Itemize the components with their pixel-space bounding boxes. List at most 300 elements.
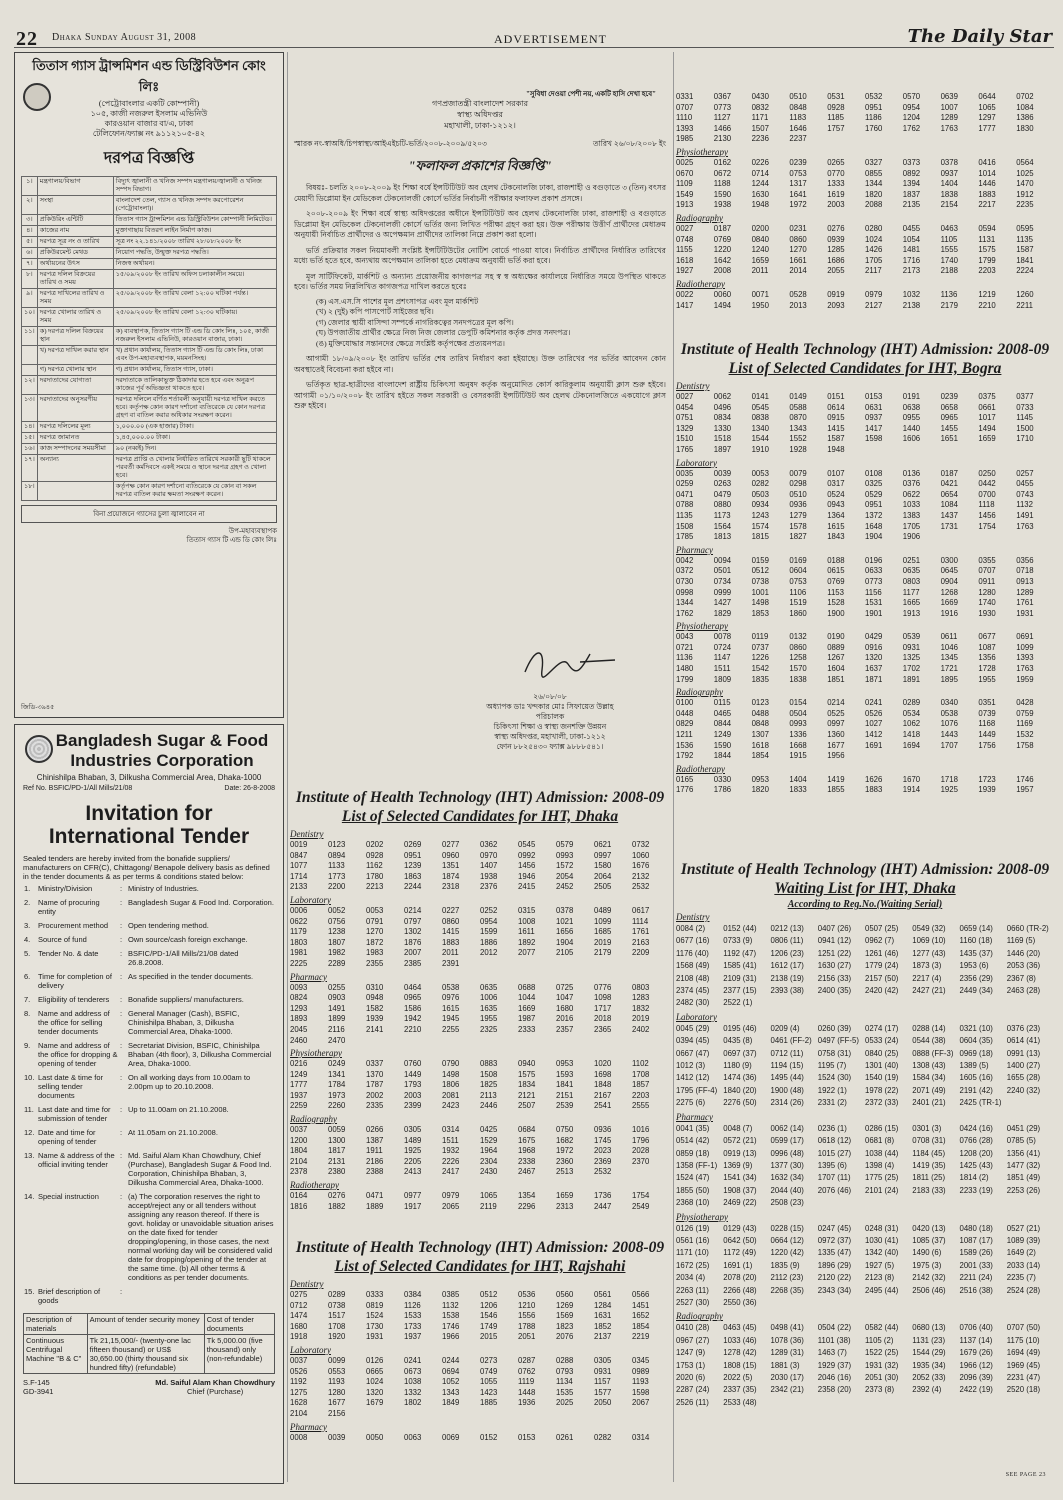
candidate-number: 1047 bbox=[556, 993, 574, 1003]
candidate-number: 2142 (32) bbox=[912, 1273, 946, 1283]
candidate-number: 0420 (13) bbox=[912, 1223, 946, 1233]
number-grid bbox=[290, 983, 670, 1047]
candidate-number: 1529 bbox=[480, 1135, 498, 1145]
term-number: 8. bbox=[24, 1009, 31, 1018]
candidate-number: 0883 bbox=[480, 1059, 498, 1069]
candidate-number: 1418 bbox=[902, 730, 921, 740]
candidate-number: 0965 bbox=[404, 993, 422, 1003]
candidate-number: 0200 bbox=[751, 223, 769, 233]
candidate-number: 0331 bbox=[676, 92, 694, 101]
candidate-number: 1195 (7) bbox=[817, 1061, 847, 1071]
candidate-number: 0788 bbox=[676, 500, 694, 510]
candidate-number: 1343 bbox=[789, 423, 807, 433]
candidate-number: 0375 bbox=[978, 392, 996, 401]
candidate-number: 0549 (32) bbox=[912, 924, 946, 933]
candidate-number: 1569 bbox=[556, 1311, 574, 1321]
candidate-number: 0378 bbox=[556, 905, 574, 915]
row-number: ১২। bbox=[22, 376, 38, 395]
candidate-number: 1953 (6) bbox=[959, 961, 989, 971]
candidate-number: 1710 bbox=[1016, 434, 1034, 444]
candidate-number: 1788 bbox=[518, 1321, 536, 1331]
candidate-number: 1895 bbox=[940, 674, 958, 684]
candidate-number: 2138 bbox=[902, 300, 921, 310]
candidate-number: 0071 bbox=[751, 289, 769, 299]
candidate-number: 0888 (FF-3) bbox=[912, 1048, 954, 1058]
candidate-number: 1589 (26) bbox=[959, 1248, 993, 1258]
candidate-number: 1586 bbox=[404, 1003, 422, 1013]
candidate-number: 1901 bbox=[864, 608, 883, 618]
candidate-number: 0979 bbox=[864, 289, 883, 299]
candidate-number: 0538 bbox=[940, 708, 958, 718]
candidate-number: 1605 (16) bbox=[959, 1073, 993, 1083]
candidate-number: 1297 bbox=[978, 113, 996, 123]
candidate-number: 1293 bbox=[290, 1003, 308, 1013]
candidate-number: 0479 bbox=[713, 489, 732, 499]
candidate-number: 0672 bbox=[713, 168, 732, 178]
row-key: সংস্থা bbox=[37, 196, 113, 215]
row-number: ১১। bbox=[22, 327, 38, 346]
candidate-number: 1833 bbox=[789, 785, 807, 795]
candidate-number: 1736 bbox=[594, 1191, 612, 1201]
row-number: ২। bbox=[22, 196, 38, 215]
candidate-number: 0241 bbox=[404, 1355, 422, 1365]
candidate-number: 0373 bbox=[902, 157, 921, 167]
candidate-number: 1792 bbox=[676, 751, 694, 761]
dghs-motto: "সুবিধা দেওয়া পেশী নয়, একটি হাসি দেখা হবে" bbox=[525, 90, 656, 98]
titas-tender-notice bbox=[14, 52, 284, 718]
candidate-number: 0913 bbox=[1016, 576, 1034, 586]
candidate-number: 0694 bbox=[442, 1366, 460, 1376]
candidate-number: 0115 bbox=[713, 698, 731, 708]
candidate-number: 1364 bbox=[827, 510, 845, 520]
candidate-number: 1278 (42) bbox=[723, 1348, 757, 1358]
candidate-number: 1046 bbox=[940, 642, 958, 652]
term-row bbox=[23, 1008, 275, 1040]
candidate-number: 1538 bbox=[442, 1311, 460, 1321]
candidate-number: 0707 bbox=[978, 566, 996, 576]
group-heading: Physiotherapy bbox=[676, 1211, 728, 1222]
candidate-number: 1677 bbox=[328, 1398, 346, 1408]
candidate-number: 0838 bbox=[751, 413, 769, 423]
candidate-number: 0202 bbox=[366, 840, 384, 849]
candidate-number: 2541 bbox=[594, 1101, 612, 1111]
candidate-number: 1964 bbox=[480, 1146, 498, 1156]
candidate-number: 0084 (2) bbox=[676, 924, 706, 933]
candidate-number: 1598 bbox=[864, 434, 883, 444]
candidate-number: 1226 bbox=[751, 653, 769, 663]
candidate-number: 2019 bbox=[632, 1014, 650, 1024]
group-heading: Radiotherapy bbox=[290, 1180, 339, 1191]
candidate-number: 1927 bbox=[676, 266, 694, 276]
candidate-number: 2233 (19) bbox=[959, 1185, 993, 1195]
candidate-number: 2365 bbox=[594, 1024, 612, 1034]
candidate-number: 0733 bbox=[1016, 402, 1034, 412]
candidate-number: 2052 (33) bbox=[912, 1373, 946, 1382]
candidate-number: 2231 (47) bbox=[1006, 1373, 1041, 1382]
candidate-number: 0141 bbox=[751, 392, 769, 401]
candidate-number: 1087 bbox=[978, 642, 996, 652]
candidate-number: 1206 (23) bbox=[770, 948, 804, 958]
candidate-number: 1118 bbox=[978, 500, 995, 510]
candidate-number: 0053 bbox=[366, 905, 384, 915]
term-value: Ministry of Industries. bbox=[128, 884, 199, 893]
candidate-number: 0052 bbox=[328, 905, 346, 915]
candidate-number: 1835 (9) bbox=[770, 1260, 800, 1270]
term-key: Date and time for opening of tender bbox=[38, 1128, 97, 1146]
candidate-number: 0702 bbox=[1016, 92, 1034, 101]
candidate-number: 0644 bbox=[978, 92, 996, 101]
candidate-number: 1481 bbox=[902, 245, 921, 255]
candidate-number: 1175 (10) bbox=[1006, 1335, 1040, 1345]
number-grid bbox=[676, 775, 1054, 796]
number-grid bbox=[676, 556, 1054, 620]
candidate-number: 1780 bbox=[366, 871, 384, 881]
term-key: Eligibility of tenderers bbox=[38, 995, 110, 1004]
candidate-number: 1171 (10) bbox=[676, 1248, 709, 1258]
candidate-number: 1156 bbox=[864, 587, 882, 597]
candidate-number: 0410 (28) bbox=[676, 1323, 710, 1333]
candidate-number: 2025 bbox=[556, 1398, 574, 1408]
table-row bbox=[22, 444, 277, 455]
candidate-number: 1835 bbox=[751, 674, 769, 684]
candidate-number: 0534 bbox=[902, 708, 921, 718]
term-colon: : bbox=[120, 1105, 123, 1114]
candidate-number: 1939 bbox=[366, 1014, 384, 1024]
candidate-number: 1404 bbox=[940, 179, 958, 189]
group-heading: Radiography bbox=[676, 212, 723, 223]
row-number: ১০। bbox=[22, 308, 38, 327]
candidate-number: 1480 bbox=[676, 664, 694, 674]
candidate-number: 1062 bbox=[902, 719, 921, 729]
candidate-number: 2067 bbox=[632, 1398, 650, 1408]
candidate-number: 0315 bbox=[518, 905, 536, 915]
candidate-number: 0738 bbox=[328, 1300, 346, 1310]
term-value: BSFIC/PD-1/All Mills/21/08 dated 26.8.2008. bbox=[128, 949, 239, 967]
term-row bbox=[23, 897, 275, 920]
number-grid bbox=[676, 158, 1054, 211]
number-grid bbox=[290, 1433, 670, 1444]
candidate-number: 0037 bbox=[290, 1355, 308, 1365]
term-value: (a) The corporation reserves the right to accept/reject any or all tenders without assigning any reason thereof. If there is govt. holiday or unavoidable situation arises on the date fixed for tender dropping/opening, in those cases, the next normal working day will be considered valid date for dropping/opening of the tender at the same time. (b) All other terms & conditions as per tender documents. bbox=[128, 1192, 274, 1282]
candidate-number: 1852 bbox=[594, 1321, 612, 1331]
candidate-number: 0276 bbox=[827, 223, 845, 233]
candidate-number: 0769 bbox=[713, 234, 732, 244]
candidate-number: 1691 bbox=[864, 740, 883, 750]
candidate-number: 0721 bbox=[676, 642, 694, 652]
group-heading: Radiography bbox=[290, 1114, 337, 1125]
candidate-number: 0045 (29) bbox=[676, 1023, 710, 1033]
cost-cell: Continuous Centrifugal Machine "B & C" bbox=[24, 1335, 88, 1374]
candidate-number: 1593 bbox=[556, 1069, 574, 1079]
candidate-number: 1925 bbox=[404, 1146, 422, 1156]
group-heading: Laboratory bbox=[290, 894, 332, 905]
candidate-number: 1449 bbox=[404, 1069, 422, 1079]
candidate-number: 1966 bbox=[442, 1332, 460, 1342]
candidate-number: 1087 (17) bbox=[959, 1235, 993, 1245]
candidate-number: 2263 (11) bbox=[676, 1285, 709, 1295]
candidate-number: 2495 (44) bbox=[865, 1285, 899, 1295]
candidate-number: 2355 bbox=[366, 958, 384, 968]
candidate-number: 1857 bbox=[632, 1080, 650, 1090]
candidate-number: 1931 bbox=[366, 1332, 384, 1342]
candidate-number: 2076 bbox=[556, 1332, 574, 1342]
cost-header: Amount of tender security money bbox=[87, 1314, 204, 1335]
candidate-number: 1969 (45) bbox=[1006, 1360, 1041, 1370]
candidate-number: 0622 bbox=[902, 489, 921, 499]
candidate-number: 0314 bbox=[632, 1432, 650, 1442]
candidate-number: 1900 (48) bbox=[770, 1085, 804, 1095]
candidate-number: 1160 (18) bbox=[959, 936, 993, 946]
candidate-number: 1285 bbox=[827, 245, 845, 255]
candidate-number: 1820 bbox=[751, 785, 769, 795]
candidate-number: 0753 bbox=[789, 168, 807, 178]
candidate-number: 1407 bbox=[480, 861, 498, 871]
candidate-number: 0528 bbox=[789, 289, 807, 299]
candidate-number: 0819 bbox=[366, 1300, 384, 1310]
candidate-number: 0766 (28) bbox=[959, 1136, 993, 1146]
candidate-number: 2188 bbox=[940, 266, 958, 276]
row-number: ৩। bbox=[22, 215, 38, 226]
candidate-number: 1799 bbox=[676, 674, 694, 684]
candidate-number: 1841 bbox=[1016, 255, 1034, 265]
candidate-number: 0260 (39) bbox=[817, 1023, 852, 1033]
row-key: দরদাতাদের যোগ্যতা bbox=[37, 376, 113, 395]
candidate-number: 1219 bbox=[978, 289, 996, 299]
candidate-number: 1533 bbox=[404, 1311, 422, 1321]
candidate-number: 2023 bbox=[594, 1146, 612, 1156]
candidate-number: 1679 bbox=[366, 1398, 384, 1408]
bsfic-title: Invitation for International Tender bbox=[48, 802, 250, 848]
candidate-number: 0214 bbox=[827, 698, 845, 708]
candidate-number: 0430 bbox=[751, 92, 769, 101]
candidate-number: 0545 bbox=[751, 402, 769, 412]
candidate-number: 1065 bbox=[978, 102, 996, 112]
candidate-number: 0996 (48) bbox=[770, 1148, 804, 1158]
candidate-number: 0848 bbox=[789, 102, 807, 112]
candidate-number: 0677 bbox=[978, 632, 996, 642]
candidate-number: 1799 bbox=[978, 255, 996, 265]
term-number: 15. bbox=[24, 1287, 35, 1296]
candidate-number: 0094 bbox=[713, 555, 732, 565]
candidate-number: 1089 (39) bbox=[1006, 1235, 1041, 1245]
candidate-number: 1656 bbox=[556, 927, 574, 937]
term-row bbox=[23, 1040, 275, 1072]
candidate-number: 1707 (11) bbox=[817, 1173, 851, 1183]
row-key: দরপত্র জামানত bbox=[37, 433, 113, 444]
candidate-number: 1763 bbox=[940, 123, 958, 133]
candidate-number: 1280 bbox=[328, 1387, 346, 1397]
number-grid bbox=[676, 632, 1054, 685]
row-value: ক) ব্যবস্থাপক, তিতাস গ্যাস টি এন্ড ডি কোং লিঃ, ১০৫, কাজী নজরুল ইসলাম এভিনিউ, কারওয়ান বাজার, ঢাকা। bbox=[113, 327, 276, 346]
candidate-number: 2051 bbox=[518, 1332, 536, 1342]
candidate-number: 1012 (3) bbox=[676, 1061, 706, 1071]
candidate-number: 2289 bbox=[328, 958, 346, 968]
candidate-number: 1532 bbox=[1016, 730, 1034, 740]
candidate-number: 0314 bbox=[442, 1125, 460, 1135]
term-value: Bonafide suppliers/ manufacturers. bbox=[128, 995, 244, 1004]
candidate-number: 0376 (23) bbox=[1006, 1023, 1041, 1033]
candidate-number: 2255 bbox=[442, 1024, 460, 1034]
candidate-number: 1360 bbox=[827, 730, 845, 740]
candidate-number: 1400 (27) bbox=[1006, 1061, 1041, 1071]
row-value: সূত্র নং ২২.১৪১/২০০৮ তারিখ ২৮/০৮/২০০৮ ইং bbox=[113, 237, 276, 248]
candidate-number: 1584 (34) bbox=[912, 1073, 946, 1083]
row-value: মুক্তাগাছায় বিতরণ লাইন নির্মাণ কাজ। bbox=[113, 226, 276, 237]
number-grid bbox=[676, 1223, 1054, 1310]
candidate-number: 1251 (22) bbox=[817, 948, 852, 958]
candidate-number: 2077 bbox=[518, 948, 536, 958]
candidate-number: 1289 (31) bbox=[770, 1348, 804, 1358]
candidate-number: 1446 (20) bbox=[1006, 948, 1041, 958]
candidate-number: 0829 bbox=[676, 719, 694, 729]
candidate-number: 0190 bbox=[827, 632, 845, 642]
candidate-number: 1169 bbox=[1016, 719, 1033, 729]
candidate-number: 0566 bbox=[632, 1290, 650, 1299]
dghs-org-line: গণপ্রজাতন্ত্রী বাংলাদেশ সরকার bbox=[431, 99, 529, 108]
candidate-number: 2415 bbox=[518, 882, 536, 892]
bsfic-signatory: Md. Saiful Alam Khan Chowdhury bbox=[155, 1378, 275, 1387]
candidate-number: 1637 bbox=[864, 664, 883, 674]
candidate-number: 0301 (3) bbox=[912, 1123, 942, 1133]
candidate-number: 1630 bbox=[751, 189, 769, 199]
candidate-number: 1763 bbox=[1016, 664, 1034, 674]
candidate-number: 1531 bbox=[864, 598, 883, 608]
candidate-number: 1270 bbox=[789, 245, 807, 255]
candidate-number: 0337 bbox=[366, 1059, 384, 1069]
candidate-number: 0673 bbox=[404, 1366, 422, 1376]
candidate-number: 1883 bbox=[442, 937, 460, 947]
candidate-number: 0972 (37) bbox=[817, 1235, 852, 1245]
candidate-number: 0188 bbox=[827, 555, 845, 565]
candidate-number: 0261 bbox=[556, 1432, 574, 1442]
candidate-number: 1830 bbox=[1016, 123, 1034, 133]
candidate-number: 1455 bbox=[940, 423, 958, 433]
candidate-number: 2001 (33) bbox=[959, 1260, 993, 1270]
candidate-number: 1395 (6) bbox=[817, 1160, 847, 1170]
candidate-number: 0280 bbox=[864, 223, 883, 233]
candidate-number: 2235 bbox=[1016, 200, 1034, 210]
candidate-number: 1721 bbox=[940, 664, 958, 674]
candidate-number: 1675 bbox=[518, 1135, 536, 1145]
table-row bbox=[22, 270, 277, 289]
candidate-number: 0327 bbox=[864, 157, 883, 167]
candidate-number: 1208 (20) bbox=[959, 1148, 993, 1158]
number-grid bbox=[676, 1023, 1054, 1110]
candidate-number: 1474 bbox=[290, 1311, 308, 1321]
dghs-list bbox=[316, 297, 666, 350]
candidate-number: 0027 bbox=[676, 223, 694, 233]
candidate-number: 0951 bbox=[864, 500, 883, 510]
candidate-number: 0039 bbox=[328, 1432, 346, 1442]
candidate-number: 0832 bbox=[751, 102, 769, 112]
candidate-number: 0750 bbox=[556, 1125, 574, 1135]
candidate-number: 0770 bbox=[827, 168, 845, 178]
bsfic-name: Bangladesh Sugar & Food Industries Corporation bbox=[55, 731, 269, 770]
candidate-number: 2002 bbox=[366, 1090, 384, 1100]
candidate-number: 1517 bbox=[328, 1311, 346, 1321]
candidate-number: 1851 bbox=[827, 674, 845, 684]
candidate-number: 2373 (8) bbox=[865, 1385, 895, 1395]
candidate-number: 2417 bbox=[442, 1167, 460, 1177]
candidate-number: 1740 bbox=[978, 598, 996, 608]
dghs-org-line: মহাখালী, ঢাকা-১২১২। bbox=[444, 121, 516, 130]
candidate-number: 0123 bbox=[751, 698, 769, 708]
candidate-number: 1753 (1) bbox=[676, 1360, 706, 1370]
term-row bbox=[23, 971, 275, 994]
candidate-number: 1968 bbox=[518, 1146, 536, 1156]
candidate-number: 1661 bbox=[789, 255, 807, 265]
candidate-number: 0317 bbox=[827, 479, 845, 489]
candidate-number: 1344 bbox=[864, 179, 883, 189]
candidate-number: 1542 bbox=[751, 664, 769, 674]
candidate-number: 1417 bbox=[676, 300, 694, 310]
candidate-number: 2427 (21) bbox=[912, 986, 946, 996]
candidate-number: 2452 bbox=[556, 882, 574, 892]
titas-heading: দরপত্র বিজ্ঞপ্তি bbox=[103, 150, 195, 167]
term-row bbox=[23, 883, 275, 897]
table-row bbox=[22, 346, 277, 365]
candidate-number: 1494 bbox=[978, 423, 996, 433]
candidate-number: 2532 bbox=[632, 882, 650, 892]
candidate-number: 0677 (16) bbox=[676, 936, 710, 946]
candidate-number: 1546 bbox=[480, 1311, 498, 1321]
candidate-number: 0100 bbox=[676, 698, 694, 708]
candidate-number: 1957 bbox=[1016, 785, 1034, 795]
candidate-number: 1916 bbox=[940, 608, 958, 618]
bsfic-address: Chinishilpa Bhaban, 3, Dilkusha Commercial Area, Dhaka-1000 bbox=[36, 773, 262, 782]
candidate-number: 2210 bbox=[404, 1024, 422, 1034]
candidate-number: 1580 bbox=[594, 861, 612, 871]
candidate-number: 1446 bbox=[978, 179, 996, 189]
candidate-number: 0724 bbox=[713, 642, 732, 652]
candidate-number: 0892 bbox=[902, 168, 921, 178]
candidate-number: 0463 (45) bbox=[723, 1323, 757, 1333]
candidate-number: 1669 bbox=[518, 1003, 536, 1013]
term-colon: : bbox=[120, 995, 123, 1004]
candidate-number: 1243 bbox=[751, 510, 769, 520]
candidate-number: 0529 bbox=[864, 489, 883, 499]
candidate-number: 1463 (7) bbox=[817, 1348, 847, 1358]
candidate-number: 0448 bbox=[676, 708, 694, 718]
bsfic-code: GD-3941 bbox=[23, 1387, 54, 1396]
candidate-number: 1618 bbox=[676, 255, 694, 265]
candidate-number: 0707 bbox=[676, 102, 694, 112]
term-row bbox=[23, 1286, 275, 1309]
candidate-number: 1714 bbox=[290, 871, 308, 881]
number-grid bbox=[290, 1059, 670, 1112]
candidate-number: 0531 bbox=[827, 92, 845, 101]
candidate-number: 1377 (30) bbox=[770, 1160, 804, 1170]
candidate-number: 1745 bbox=[594, 1135, 612, 1145]
candidate-number: 2020 (6) bbox=[676, 1373, 706, 1382]
candidate-number: 1133 bbox=[328, 861, 345, 871]
candidate-number: 1913 bbox=[902, 608, 921, 618]
candidate-number: 0321 (10) bbox=[959, 1023, 993, 1033]
candidate-number: 2356 (29) bbox=[959, 973, 993, 983]
term-colon: : bbox=[120, 1151, 123, 1160]
candidate-number: 1354 bbox=[518, 1191, 536, 1201]
candidate-number: 1808 (15) bbox=[723, 1360, 757, 1370]
candidate-number: 1897 bbox=[713, 444, 732, 454]
candidate-number: 1575 bbox=[518, 1069, 536, 1079]
iht-title: Institute of Health Technology (IHT) Admission: 2008-09 bbox=[295, 789, 665, 806]
candidate-number: 0790 bbox=[442, 1059, 460, 1069]
candidate-number: 0394 (45) bbox=[676, 1036, 710, 1046]
candidate-number: 1419 (35) bbox=[912, 1160, 946, 1170]
term-number: 4. bbox=[24, 935, 31, 944]
candidate-number: 2482 (30) bbox=[676, 998, 710, 1008]
candidate-number: 1183 bbox=[789, 113, 807, 123]
